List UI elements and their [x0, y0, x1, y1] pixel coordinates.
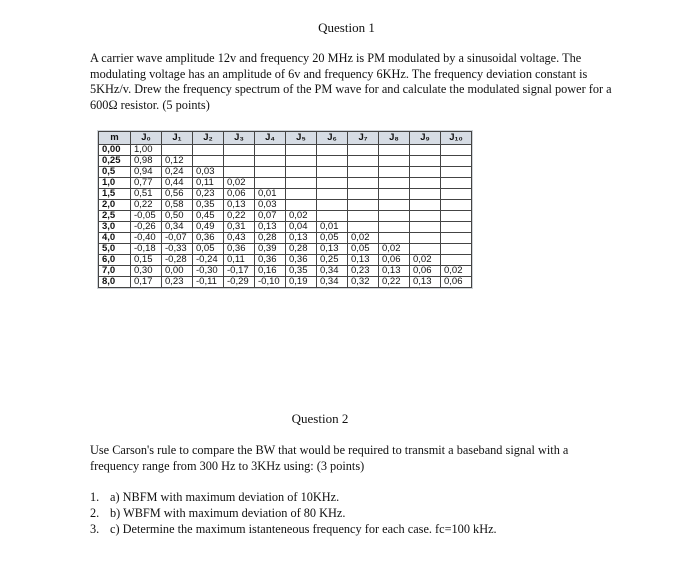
table-body — [99, 145, 472, 288]
table-header-row — [99, 132, 472, 145]
cell-j6: 0,25 — [317, 255, 348, 266]
cell-j9 — [410, 222, 441, 233]
header-j4: J₄ — [255, 132, 286, 145]
cell-j10 — [441, 211, 472, 222]
header-j8: J₈ — [379, 132, 410, 145]
cell-j0: -0,18 — [131, 244, 162, 255]
cell-j9 — [410, 145, 441, 156]
cell-j2: -0,11 — [193, 277, 224, 288]
cell-j6: 0,13 — [317, 244, 348, 255]
cell-j0: 0,77 — [131, 178, 162, 189]
table-row — [99, 189, 472, 200]
cell-j0: 0,51 — [131, 189, 162, 200]
cell-j5 — [286, 189, 317, 200]
cell-j1: 0,50 — [162, 211, 193, 222]
cell-j3: 0,02 — [224, 178, 255, 189]
cell-j10 — [441, 145, 472, 156]
cell-j6: 0,34 — [317, 277, 348, 288]
header-j9: J₉ — [410, 132, 441, 145]
cell-j2 — [193, 145, 224, 156]
table-row — [99, 156, 472, 167]
cell-j2: 0,11 — [193, 178, 224, 189]
cell-j5 — [286, 167, 317, 178]
cell-j10 — [441, 189, 472, 200]
cell-m: 4,0 — [99, 233, 131, 244]
bessel-table-container — [97, 130, 473, 289]
table-row — [99, 211, 472, 222]
cell-j7: 0,23 — [348, 266, 379, 277]
cell-j10: 0,06 — [441, 277, 472, 288]
cell-j1: -0,28 — [162, 255, 193, 266]
cell-j9 — [410, 244, 441, 255]
list-item-text: a) NBFM with maximum deviation of 10KHz. — [110, 490, 340, 504]
cell-j9 — [410, 200, 441, 211]
cell-j0: 0,94 — [131, 167, 162, 178]
cell-j5: 0,13 — [286, 233, 317, 244]
cell-j2: 0,03 — [193, 167, 224, 178]
cell-j4 — [255, 167, 286, 178]
cell-j2: 0,23 — [193, 189, 224, 200]
cell-j8: 0,02 — [379, 244, 410, 255]
cell-j4: 0,39 — [255, 244, 286, 255]
cell-j7 — [348, 167, 379, 178]
cell-j2: -0,30 — [193, 266, 224, 277]
cell-j10 — [441, 167, 472, 178]
cell-j5: 0,36 — [286, 255, 317, 266]
list-item-number: 2. — [90, 506, 100, 520]
question-1-text: A carrier wave amplitude 12v and frequency 20 MHz is PM modulated by a sinusoidal voltage. The modulating voltage has an amplitude of 6v and frequency 6KHz. The frequency deviation constant is 5KHz/v. Drew the frequency spectrum of the PM wave for and calculate the modulated signal power for a 600Ω resistor. (5 points) — [90, 51, 612, 112]
cell-j0: -0,05 — [131, 211, 162, 222]
cell-j10 — [441, 244, 472, 255]
table-row — [99, 145, 472, 156]
header-j1: J₁ — [162, 132, 193, 145]
question-2-list — [90, 489, 497, 537]
table-row — [99, 266, 472, 277]
cell-j3 — [224, 145, 255, 156]
cell-j7 — [348, 200, 379, 211]
cell-j6: 0,05 — [317, 233, 348, 244]
cell-j4: 0,36 — [255, 255, 286, 266]
cell-j5: 0,19 — [286, 277, 317, 288]
cell-j3: 0,43 — [224, 233, 255, 244]
table-row — [99, 178, 472, 189]
cell-j6 — [317, 145, 348, 156]
cell-j3: 0,31 — [224, 222, 255, 233]
cell-j8: 0,06 — [379, 255, 410, 266]
table-row — [99, 244, 472, 255]
cell-j5: 0,35 — [286, 266, 317, 277]
cell-j10 — [441, 222, 472, 233]
cell-j4: 0,28 — [255, 233, 286, 244]
header-j3: J₃ — [224, 132, 255, 145]
header-j10: J₁₀ — [441, 132, 472, 145]
cell-j1 — [162, 145, 193, 156]
header-j2: J₂ — [193, 132, 224, 145]
question-1-title: Question 1 — [318, 20, 375, 35]
cell-m: 0,25 — [99, 156, 131, 167]
cell-j1: 0,56 — [162, 189, 193, 200]
cell-j4: -0,10 — [255, 277, 286, 288]
cell-j2: 0,35 — [193, 200, 224, 211]
cell-j4: 0,07 — [255, 211, 286, 222]
cell-j10 — [441, 156, 472, 167]
cell-j5 — [286, 200, 317, 211]
table-row — [99, 200, 472, 211]
cell-j4 — [255, 178, 286, 189]
cell-j3 — [224, 167, 255, 178]
cell-j3: 0,22 — [224, 211, 255, 222]
cell-m: 1,0 — [99, 178, 131, 189]
cell-j8: 0,13 — [379, 266, 410, 277]
cell-m: 8,0 — [99, 277, 131, 288]
cell-j9 — [410, 156, 441, 167]
cell-j9 — [410, 167, 441, 178]
cell-j6 — [317, 211, 348, 222]
cell-j0: 0,22 — [131, 200, 162, 211]
cell-j5 — [286, 178, 317, 189]
cell-j9 — [410, 178, 441, 189]
cell-j8: 0,22 — [379, 277, 410, 288]
cell-j3 — [224, 156, 255, 167]
cell-j4 — [255, 145, 286, 156]
table-row — [99, 277, 472, 288]
cell-j5 — [286, 145, 317, 156]
cell-j0: -0,40 — [131, 233, 162, 244]
cell-j1: -0,33 — [162, 244, 193, 255]
cell-m: 1,5 — [99, 189, 131, 200]
cell-j9 — [410, 211, 441, 222]
cell-j6 — [317, 200, 348, 211]
cell-j9: 0,02 — [410, 255, 441, 266]
cell-j10 — [441, 178, 472, 189]
cell-j2 — [193, 156, 224, 167]
cell-j4: 0,16 — [255, 266, 286, 277]
cell-j1: 0,58 — [162, 200, 193, 211]
cell-j8 — [379, 145, 410, 156]
cell-j8 — [379, 167, 410, 178]
cell-j4: 0,13 — [255, 222, 286, 233]
cell-j9: 0,13 — [410, 277, 441, 288]
cell-j4 — [255, 156, 286, 167]
cell-j1: 0,44 — [162, 178, 193, 189]
cell-j0: 0,30 — [131, 266, 162, 277]
cell-m: 5,0 — [99, 244, 131, 255]
cell-j7 — [348, 145, 379, 156]
cell-j7: 0,02 — [348, 233, 379, 244]
cell-j7: 0,32 — [348, 277, 379, 288]
header-j7: J₇ — [348, 132, 379, 145]
cell-j3: 0,06 — [224, 189, 255, 200]
cell-j2: 0,49 — [193, 222, 224, 233]
list-item-text: c) Determine the maximum istanteneous frequency for each case. fc=100 kHz. — [110, 522, 497, 536]
header-j5: J₅ — [286, 132, 317, 145]
cell-j9: 0,06 — [410, 266, 441, 277]
cell-j2: 0,45 — [193, 211, 224, 222]
cell-j7 — [348, 156, 379, 167]
cell-j8 — [379, 222, 410, 233]
cell-j9 — [410, 233, 441, 244]
cell-j1: 0,12 — [162, 156, 193, 167]
cell-j6 — [317, 156, 348, 167]
list-item — [90, 505, 497, 521]
cell-m: 2,0 — [99, 200, 131, 211]
cell-j5: 0,02 — [286, 211, 317, 222]
cell-j0: 0,15 — [131, 255, 162, 266]
bessel-function-table — [98, 131, 472, 288]
cell-j7 — [348, 222, 379, 233]
cell-j1: 0,00 — [162, 266, 193, 277]
header-j0: J₀ — [131, 132, 162, 145]
list-item — [90, 489, 497, 505]
cell-j10 — [441, 233, 472, 244]
cell-j8 — [379, 200, 410, 211]
cell-j7 — [348, 211, 379, 222]
list-item — [90, 521, 497, 537]
cell-j2: 0,36 — [193, 233, 224, 244]
cell-j8 — [379, 189, 410, 200]
cell-j3: -0,17 — [224, 266, 255, 277]
cell-j4: 0,01 — [255, 189, 286, 200]
cell-j1: 0,34 — [162, 222, 193, 233]
cell-m: 6,0 — [99, 255, 131, 266]
cell-j6 — [317, 167, 348, 178]
table-row — [99, 233, 472, 244]
cell-j4: 0,03 — [255, 200, 286, 211]
cell-j3: -0,29 — [224, 277, 255, 288]
cell-j1: 0,24 — [162, 167, 193, 178]
cell-j3: 0,36 — [224, 244, 255, 255]
table-row — [99, 222, 472, 233]
cell-j8 — [379, 233, 410, 244]
list-item-number: 1. — [90, 490, 100, 504]
cell-m: 2,5 — [99, 211, 131, 222]
header-m: m — [99, 132, 131, 145]
cell-j8 — [379, 178, 410, 189]
question-2-text: Use Carson's rule to compare the BW that would be required to transmit a baseband signal with a frequency range from 300 Hz to 3KHz using: (3 points) — [90, 443, 569, 473]
cell-j7: 0,13 — [348, 255, 379, 266]
cell-j6 — [317, 178, 348, 189]
cell-j6: 0,34 — [317, 266, 348, 277]
cell-j3: 0,13 — [224, 200, 255, 211]
cell-j7 — [348, 189, 379, 200]
cell-j8 — [379, 211, 410, 222]
cell-j9 — [410, 189, 441, 200]
cell-j5: 0,28 — [286, 244, 317, 255]
cell-j2: 0,05 — [193, 244, 224, 255]
cell-j10: 0,02 — [441, 266, 472, 277]
cell-j8 — [379, 156, 410, 167]
cell-j5 — [286, 156, 317, 167]
cell-j0: -0,26 — [131, 222, 162, 233]
cell-j5: 0,04 — [286, 222, 317, 233]
question-2-title: Question 2 — [291, 411, 349, 426]
cell-j3: 0,11 — [224, 255, 255, 266]
cell-m: 7,0 — [99, 266, 131, 277]
cell-m: 0,00 — [99, 145, 131, 156]
cell-m: 0,5 — [99, 167, 131, 178]
cell-j7 — [348, 178, 379, 189]
cell-j10 — [441, 200, 472, 211]
cell-j2: -0,24 — [193, 255, 224, 266]
cell-j1: 0,23 — [162, 277, 193, 288]
cell-j0: 0,17 — [131, 277, 162, 288]
table-row — [99, 255, 472, 266]
cell-m: 3,0 — [99, 222, 131, 233]
cell-j7: 0,05 — [348, 244, 379, 255]
cell-j0: 0,98 — [131, 156, 162, 167]
cell-j6: 0,01 — [317, 222, 348, 233]
cell-j1: -0,07 — [162, 233, 193, 244]
cell-j6 — [317, 189, 348, 200]
list-item-text: b) WBFM with maximum deviation of 80 KHz. — [110, 506, 346, 520]
table-row — [99, 167, 472, 178]
cell-j0: 1,00 — [131, 145, 162, 156]
list-item-number: 3. — [90, 522, 100, 536]
header-j6: J₆ — [317, 132, 348, 145]
cell-j10 — [441, 255, 472, 266]
